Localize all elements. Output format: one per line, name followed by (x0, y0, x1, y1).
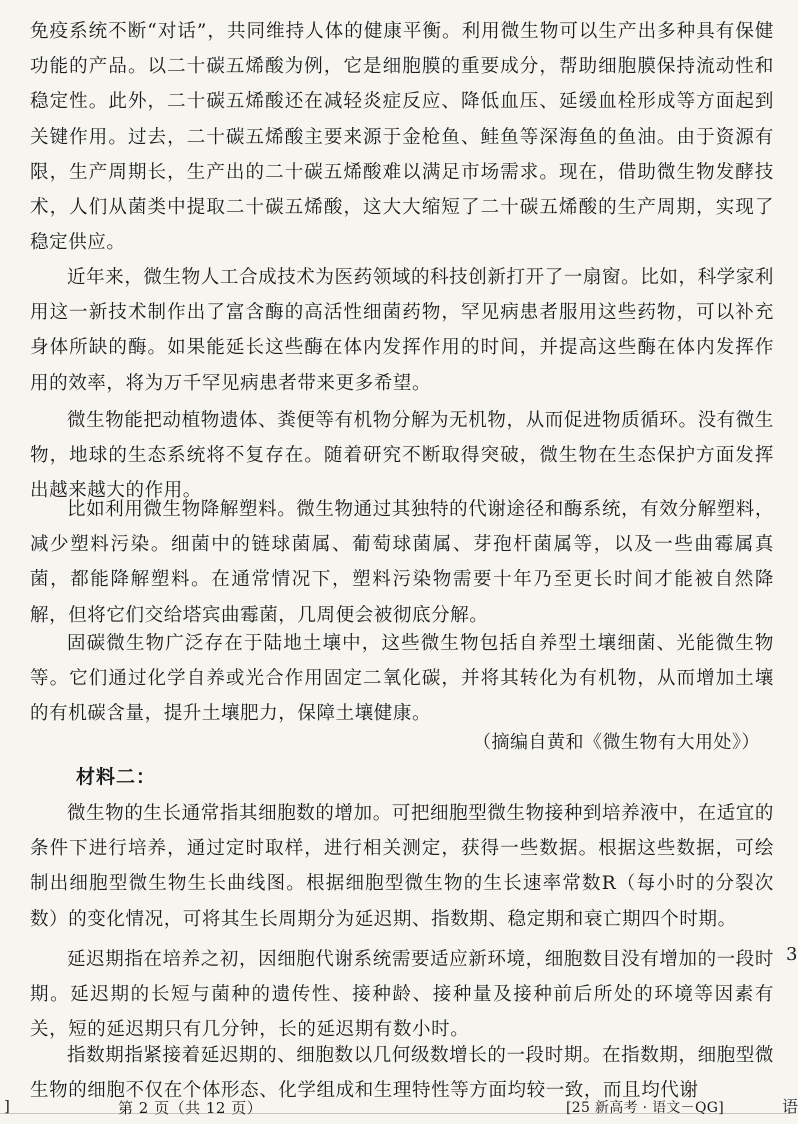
paragraph-text: 近年来，微生物人工合成技术为医药领域的科技创新打开了一扇窗。比如，科学家利用这一新技术制作出了富含酶的高活性细菌药物，罕见病患者服用这些药物，可以补充身体所缺的酶。如果能延长这些酶在体内发挥作用的时间，并提高这些酶在体内发挥作用的效率，将为万千罕见病患者带来更多希望。 (30, 267, 774, 394)
paragraph-text: 微生物能把动植物遗体、粪便等有机物分解为无机物，从而促进物质循环。没有微生物，地球的生态系统将不复存在。随着研究不断取得突破，微生物在生态保护方面发挥出越来越大的作用。 (30, 410, 774, 502)
paragraph-text: 指数期指紧接着延迟期的、细胞数以几何级数增长的一段时期。在指数期，细胞型微生物的细胞不仅在个体形态、化学组成和生理特性等方面均较一致，而且均代谢 (30, 1045, 774, 1102)
paragraph-6 (30, 796, 774, 937)
paragraph-1 (30, 14, 774, 260)
edge-char: 语 (782, 1097, 798, 1116)
paragraph-5 (30, 626, 774, 732)
paragraph-2 (30, 260, 774, 401)
paragraph-4 (30, 492, 774, 633)
paragraph-text: 延迟期指在培养之初，因细胞代谢系统需要适应新环境，细胞数目没有增加的一段时期。延迟期的长短与菌种的遗传性、接种龄、接种量及接种前后所处的环境等因素有关，短的延迟期只有几分钟，长的延迟期有数小时。 (30, 949, 774, 1041)
source-citation: （摘编自黄和《微生物有大用处》） (473, 732, 760, 753)
footer-left-mark: ] (4, 1097, 10, 1115)
section-heading: 材料二： (76, 766, 157, 788)
paragraph-text: 微生物的生长通常指其细胞数的增加。可把细胞型微生物接种到培养液中，在适宜的条件下进行培养，通过定时取样，进行相关测定，获得一些数据。根据这些数据，可绘制出细胞型微生物生长曲线图。根据细胞型微生物的生长速率常数R（每小时的分裂次数）的变化情况，可将其生长周期分为延迟期、指数期、稳定期和衰亡期四个时期。 (30, 803, 774, 930)
footer-page-label: 第 2 页（共 12 页） (118, 1099, 263, 1117)
footer-exam-tag: [25 新高考 · 语文－QG] (566, 1100, 724, 1116)
edge-page-number: 3 (786, 944, 798, 965)
paragraph-text: 免疫系统不断“对话”，共同维持人体的健康平衡。利用微生物可以生产出多种具有保健功能的产品。以二十碳五烯酸为例，它是细胞膜的重要成分，帮助细胞膜保持流动性和稳定性。此外，二十碳五烯酸还在减轻炎症反应、降低血压、延缓血栓形成等方面起到关键作用。过去，二十碳五烯酸主要来源于金枪鱼、鲑鱼等深海鱼的鱼油。由于资源有限，生产周期长，生产出的二十碳五烯酸难以满足市场需求。现在，借助微生物发酵技术，人们从菌类中提取二十碳五烯酸，这大大缩短了二十碳五烯酸的生产周期，实现了稳定供应。 (30, 21, 774, 254)
paragraph-7 (30, 942, 774, 1048)
paragraph-text: 比如利用微生物降解塑料。微生物通过其独特的代谢途径和酶系统，有效分解塑料，减少塑料污染。细菌中的链球菌属、葡萄球菌属、芽孢杆菌属等，以及一些曲霉属真菌，都能降解塑料。在通常情况下，塑料污染物需要十年乃至更长时间才能被自然降解，但将它们交给塔宾曲霉菌，几周便会被彻底分解。 (30, 499, 774, 626)
paragraph-text: 固碳微生物广泛存在于陆地土壤中，这些微生物包括自养型土壤细菌、光能微生物等。它们通过化学自养或光合作用固定二氧化碳，并将其转化为有机物，从而增加土壤的有机碳含量，提升土壤肥力，保障土壤健康。 (30, 633, 774, 725)
